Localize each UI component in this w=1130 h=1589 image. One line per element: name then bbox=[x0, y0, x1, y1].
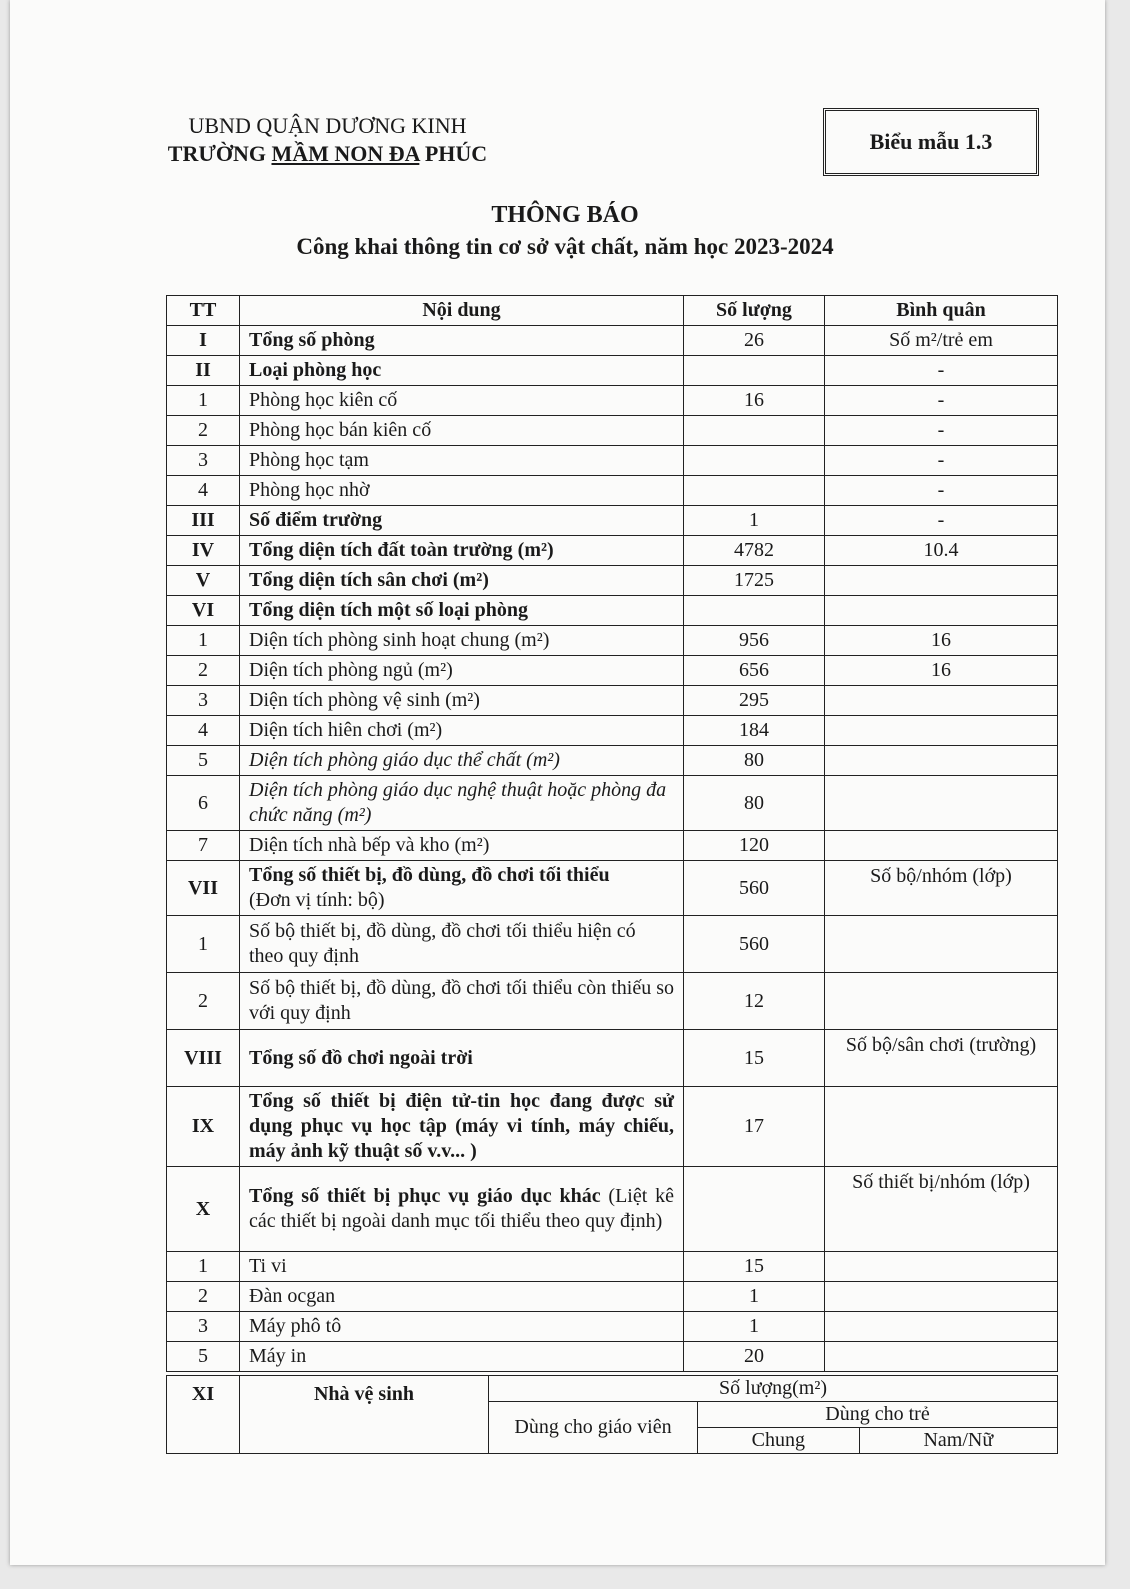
row-quantity: 80 bbox=[684, 776, 825, 831]
col-header-quantity: Số lượng bbox=[684, 296, 825, 326]
row-average: Số bộ/nhóm (lớp) bbox=[825, 861, 1058, 916]
row-average: - bbox=[825, 386, 1058, 416]
row-content bbox=[240, 1312, 684, 1342]
row-content bbox=[240, 1342, 684, 1372]
row-quantity: 1725 bbox=[684, 566, 825, 596]
row-number: 2 bbox=[167, 1282, 240, 1312]
col-header-average: Bình quân bbox=[825, 296, 1058, 326]
row-number: 3 bbox=[167, 686, 240, 716]
row-content bbox=[240, 536, 684, 566]
row-quantity: 120 bbox=[684, 831, 825, 861]
row-content bbox=[240, 776, 684, 831]
table-row bbox=[167, 1342, 1058, 1372]
row-content-text: Máy in bbox=[249, 1345, 307, 1367]
table-row bbox=[167, 326, 1058, 356]
row-average: - bbox=[825, 446, 1058, 476]
table-row bbox=[167, 776, 1058, 831]
row-number: 5 bbox=[167, 1342, 240, 1372]
table-row bbox=[167, 626, 1058, 656]
row-number: 4 bbox=[167, 476, 240, 506]
document-subtitle: Công khai thông tin cơ sở vật chất, năm học 2023-2024 bbox=[296, 234, 834, 259]
row-number: IX bbox=[167, 1087, 240, 1167]
toilet-children: Dùng cho trẻ bbox=[698, 1402, 1058, 1428]
table-row bbox=[167, 1087, 1058, 1167]
row-average: - bbox=[825, 416, 1058, 446]
row-content-text: Ti vi bbox=[249, 1255, 287, 1277]
table-row bbox=[167, 566, 1058, 596]
row-number: 3 bbox=[167, 446, 240, 476]
row-average bbox=[825, 916, 1058, 973]
row-content-text: Tổng số thiết bị điện tử-tin học đang được sử dụng phục vụ học tập (máy vi tính, máy chiếu, máy ảnh kỹ thuật số v.v... ) bbox=[249, 1090, 674, 1162]
row-average: 16 bbox=[825, 626, 1058, 656]
row-number: X bbox=[167, 1167, 240, 1252]
row-quantity: 17 bbox=[684, 1087, 825, 1167]
row-content bbox=[240, 1282, 684, 1312]
row-average: Số thiết bị/nhóm (lớp) bbox=[825, 1167, 1058, 1252]
row-content bbox=[240, 446, 684, 476]
facilities-table bbox=[166, 295, 1058, 1372]
row-content-note: (Đơn vị tính: bộ) bbox=[249, 889, 385, 911]
row-content bbox=[240, 596, 684, 626]
row-content-text: Tổng diện tích đất toàn trường (m²) bbox=[249, 539, 554, 561]
toilet-label: Nhà vệ sinh bbox=[240, 1376, 489, 1454]
row-content-note: (Liệt kê các thiết bị ngoài danh mục tối thiểu theo quy định) bbox=[249, 1185, 674, 1232]
document-page bbox=[10, 0, 1105, 1565]
row-content bbox=[240, 746, 684, 776]
row-average bbox=[825, 973, 1058, 1030]
school-name bbox=[145, 140, 510, 168]
row-number: 4 bbox=[167, 716, 240, 746]
table-row bbox=[167, 446, 1058, 476]
table-row bbox=[167, 686, 1058, 716]
issuer-header bbox=[145, 112, 510, 168]
table-row bbox=[167, 506, 1058, 536]
row-quantity: 80 bbox=[684, 746, 825, 776]
row-quantity: 560 bbox=[684, 916, 825, 973]
row-content-text: Diện tích hiên chơi (m²) bbox=[249, 719, 443, 741]
authority-name: UBND QUẬN DƯƠNG KINH bbox=[188, 113, 467, 138]
row-quantity bbox=[684, 446, 825, 476]
col-header-content: Nội dung bbox=[240, 296, 684, 326]
row-average: Số m²/trẻ em bbox=[825, 326, 1058, 356]
row-content-text: Tổng số đồ chơi ngoài trời bbox=[249, 1046, 473, 1069]
row-content-text: Tổng diện tích sân chơi (m²) bbox=[249, 569, 489, 591]
row-quantity: 1 bbox=[684, 506, 825, 536]
row-average bbox=[825, 686, 1058, 716]
row-content-text: Máy phô tô bbox=[249, 1315, 342, 1337]
row-number: 1 bbox=[167, 386, 240, 416]
row-number: 7 bbox=[167, 831, 240, 861]
row-content bbox=[240, 566, 684, 596]
row-content-text: Đàn ocgan bbox=[249, 1285, 336, 1307]
row-average bbox=[825, 1312, 1058, 1342]
table-header-row bbox=[167, 296, 1058, 326]
row-number: 1 bbox=[167, 916, 240, 973]
row-number: IV bbox=[167, 536, 240, 566]
table-row bbox=[167, 1030, 1058, 1087]
row-content bbox=[240, 1087, 684, 1167]
row-number: 2 bbox=[167, 656, 240, 686]
row-quantity bbox=[684, 596, 825, 626]
table-row bbox=[167, 716, 1058, 746]
row-average: Số bộ/sân chơi (trường) bbox=[825, 1030, 1058, 1087]
school-underlined: MẦM NON ĐA bbox=[271, 141, 420, 166]
row-content-text: Diện tích phòng giáo dục thể chất (m²) bbox=[249, 749, 560, 771]
row-content-text: Diện tích phòng ngủ (m²) bbox=[249, 659, 453, 681]
table-row bbox=[167, 861, 1058, 916]
row-average bbox=[825, 1087, 1058, 1167]
row-average: - bbox=[825, 356, 1058, 386]
row-average bbox=[825, 716, 1058, 746]
row-quantity: 20 bbox=[684, 1342, 825, 1372]
row-quantity bbox=[684, 416, 825, 446]
row-number: 2 bbox=[167, 973, 240, 1030]
toilet-table bbox=[166, 1375, 1058, 1454]
toilet-qty-header: Số lượng(m²) bbox=[489, 1376, 1058, 1402]
row-content-text: Số bộ thiết bị, đồ dùng, đồ chơi tối thiểu còn thiếu so với quy định bbox=[249, 977, 674, 1024]
row-average bbox=[825, 776, 1058, 831]
row-number: 1 bbox=[167, 626, 240, 656]
row-content-text: Phòng học nhờ bbox=[249, 479, 370, 501]
table-row bbox=[167, 416, 1058, 446]
row-average bbox=[825, 596, 1058, 626]
row-quantity: 15 bbox=[684, 1030, 825, 1087]
row-quantity: 295 bbox=[684, 686, 825, 716]
row-number: VII bbox=[167, 861, 240, 916]
row-content-text: Diện tích nhà bếp và kho (m²) bbox=[249, 834, 490, 856]
school-suffix: PHÚC bbox=[419, 141, 488, 166]
row-number: VI bbox=[167, 596, 240, 626]
table-row bbox=[167, 476, 1058, 506]
row-quantity: 184 bbox=[684, 716, 825, 746]
row-content-text: Loại phòng học bbox=[249, 359, 382, 381]
row-quantity: 26 bbox=[684, 326, 825, 356]
row-content bbox=[240, 626, 684, 656]
table-row bbox=[167, 1252, 1058, 1282]
table-row bbox=[167, 356, 1058, 386]
row-content bbox=[240, 973, 684, 1030]
row-quantity: 1 bbox=[684, 1282, 825, 1312]
row-quantity: 16 bbox=[684, 386, 825, 416]
row-content bbox=[240, 356, 684, 386]
row-average: - bbox=[825, 476, 1058, 506]
row-content bbox=[240, 831, 684, 861]
row-number: 2 bbox=[167, 416, 240, 446]
row-content-text: Phòng học kiên cố bbox=[249, 389, 398, 411]
row-number: 3 bbox=[167, 1312, 240, 1342]
row-number: V bbox=[167, 566, 240, 596]
toilet-gender: Nam/Nữ bbox=[859, 1428, 1057, 1454]
table-row bbox=[167, 831, 1058, 861]
row-quantity: 12 bbox=[684, 973, 825, 1030]
row-content bbox=[240, 686, 684, 716]
row-content-text: Tổng số phòng bbox=[249, 329, 375, 351]
row-content-text: Tổng số thiết bị phục vụ giáo dục khác bbox=[249, 1185, 601, 1207]
row-quantity bbox=[684, 356, 825, 386]
row-content bbox=[240, 416, 684, 446]
row-quantity: 15 bbox=[684, 1252, 825, 1282]
table-row bbox=[167, 656, 1058, 686]
row-quantity bbox=[684, 1167, 825, 1252]
row-quantity: 560 bbox=[684, 861, 825, 916]
table-row bbox=[167, 536, 1058, 566]
row-number: 1 bbox=[167, 1252, 240, 1282]
row-content-text: Tổng số thiết bị, đồ dùng, đồ chơi tối thiểu bbox=[249, 864, 610, 886]
table-row bbox=[167, 386, 1058, 416]
row-number: II bbox=[167, 356, 240, 386]
row-content bbox=[240, 326, 684, 356]
col-header-tt: TT bbox=[167, 296, 240, 326]
row-content bbox=[240, 386, 684, 416]
row-average bbox=[825, 1342, 1058, 1372]
row-average bbox=[825, 831, 1058, 861]
row-content-text: Phòng học tạm bbox=[249, 449, 369, 471]
row-average: 10.4 bbox=[825, 536, 1058, 566]
row-content bbox=[240, 861, 684, 916]
row-content-text: Phòng học bán kiên cố bbox=[249, 419, 432, 441]
row-number: 5 bbox=[167, 746, 240, 776]
form-number-box: Biểu mẫu 1.3 bbox=[823, 108, 1039, 176]
row-quantity: 956 bbox=[684, 626, 825, 656]
school-prefix: TRƯỜNG bbox=[167, 141, 272, 166]
row-average bbox=[825, 566, 1058, 596]
toilet-tt: XI bbox=[167, 1376, 240, 1454]
table-row bbox=[167, 596, 1058, 626]
row-average: - bbox=[825, 506, 1058, 536]
row-number: 6 bbox=[167, 776, 240, 831]
row-average bbox=[825, 746, 1058, 776]
table-row bbox=[167, 1167, 1058, 1252]
row-content-text: Diện tích phòng giáo dục nghệ thuật hoặc phòng đa chức năng (m²) bbox=[249, 779, 667, 826]
table-row bbox=[167, 1312, 1058, 1342]
row-content bbox=[240, 1167, 684, 1252]
row-average: 16 bbox=[825, 656, 1058, 686]
table-row bbox=[167, 746, 1058, 776]
row-content-text: Số bộ thiết bị, đồ dùng, đồ chơi tối thiểu hiện có theo quy định bbox=[249, 920, 636, 967]
row-content bbox=[240, 1252, 684, 1282]
row-number: VIII bbox=[167, 1030, 240, 1087]
table-row bbox=[167, 916, 1058, 973]
row-number: I bbox=[167, 326, 240, 356]
row-number: III bbox=[167, 506, 240, 536]
row-content-text: Số điểm trường bbox=[249, 509, 383, 531]
row-quantity: 4782 bbox=[684, 536, 825, 566]
table-row bbox=[167, 1282, 1058, 1312]
row-content bbox=[240, 716, 684, 746]
row-content-text: Diện tích phòng sinh hoạt chung (m²) bbox=[249, 629, 550, 651]
row-content bbox=[240, 916, 684, 973]
toilet-shared: Chung bbox=[698, 1428, 860, 1454]
row-quantity bbox=[684, 476, 825, 506]
row-content-text: Tổng diện tích một số loại phòng bbox=[249, 599, 528, 621]
row-content-text: Diện tích phòng vệ sinh (m²) bbox=[249, 689, 480, 711]
row-content bbox=[240, 476, 684, 506]
row-average bbox=[825, 1252, 1058, 1282]
row-average bbox=[825, 1282, 1058, 1312]
row-content bbox=[240, 506, 684, 536]
toilet-teachers: Dùng cho giáo viên bbox=[489, 1402, 698, 1454]
row-content bbox=[240, 656, 684, 686]
table-row bbox=[167, 973, 1058, 1030]
row-content bbox=[240, 1030, 684, 1087]
row-quantity: 1 bbox=[684, 1312, 825, 1342]
document-title: THÔNG BÁO bbox=[491, 202, 639, 228]
row-quantity: 656 bbox=[684, 656, 825, 686]
